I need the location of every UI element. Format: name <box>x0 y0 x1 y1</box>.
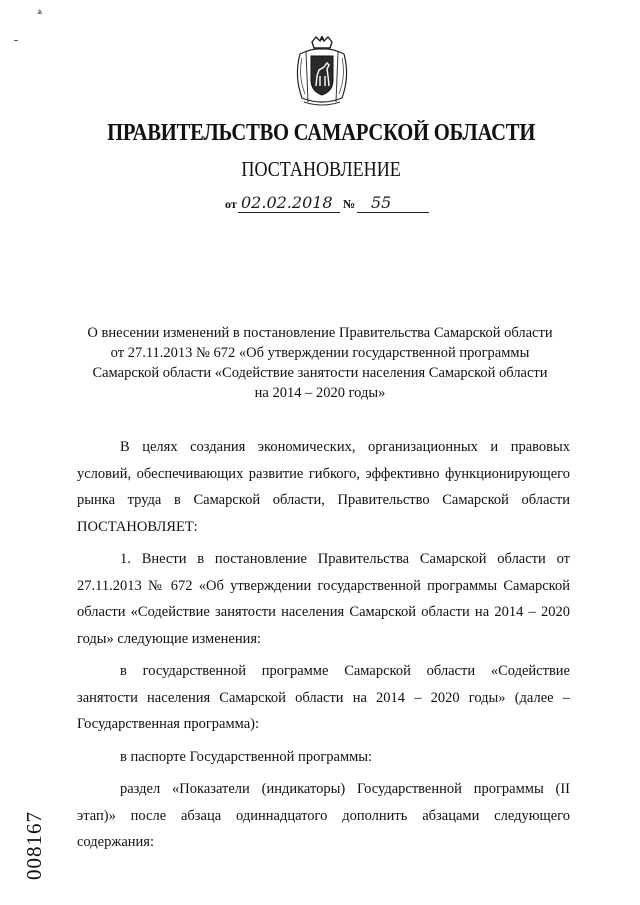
government-title: ПРАВИТЕЛЬСТВО САМАРСКОЙ ОБЛАСТИ <box>107 120 536 146</box>
subject-line: Самарской области «Содействие занятости населения Самарской области <box>92 365 548 381</box>
handwritten-date: 02.02.2018 <box>241 193 333 212</box>
margin-dash <box>14 40 18 41</box>
date-number-line <box>225 192 445 216</box>
date-underline <box>238 212 340 213</box>
samara-coat-of-arms-icon <box>292 36 352 108</box>
subject-line: от 27.11.2013 № 672 «Об утверждении государственной программы <box>110 345 530 361</box>
subject-line: О внесении изменений в постановление Правительства Самарской области <box>87 325 553 341</box>
body-paragraph: в паспорте Государственной программы: <box>120 748 373 765</box>
number-prefix: № <box>343 197 356 211</box>
date-prefix: от <box>225 197 237 211</box>
body-paragraph: в государственной программе Самарской области «Содействие занятости населения Самарской области на 2014 – 2020 годы» (далее – Государственная программа): <box>77 663 570 732</box>
body-paragraph: 1. Внести в постановление Правительства Самарской области от 27.11.2013 № 672 «Об утверждении государственной программы Самарской области «Содействие занятости населения Самарской области на 2014 – 2020 годы» следующие изменения: <box>77 551 570 647</box>
document-type: ПОСТАНОВЛЕНИЕ <box>241 157 401 181</box>
corner-mark: ѧ <box>37 6 43 16</box>
body-paragraph: раздел «Показатели (индикаторы) Государственной программы (II этап)» после абзаца одиннадцатого дополнить абзацами следующего содержания: <box>77 781 570 850</box>
document-body <box>77 434 570 856</box>
number-underline <box>357 212 429 213</box>
body-paragraph: В целях создания экономических, организационных и правовых условий, обеспечивающих развитие гибкого, эффективно функционирующего рынка труда в Самарской области, Правительство Самарской области ПОСТАНОВЛЯЕТ: <box>77 439 570 535</box>
handwritten-number: 55 <box>371 193 392 212</box>
document-subject <box>60 323 580 403</box>
subject-line: на 2014 – 2020 годы» <box>254 385 386 401</box>
margin-stamp-number: 008167 <box>22 811 46 880</box>
